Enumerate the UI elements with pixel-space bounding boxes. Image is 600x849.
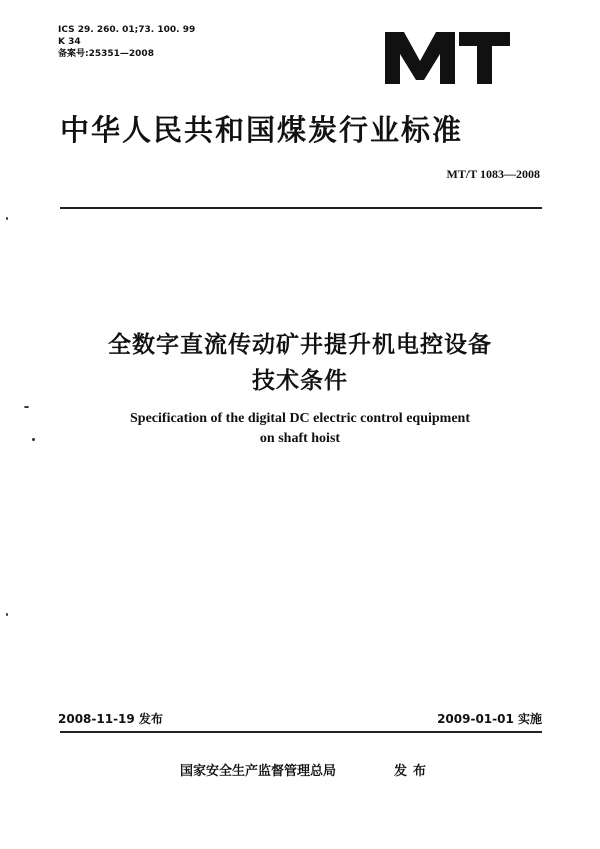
ccs-code: K 34: [58, 37, 81, 47]
ics-code: ICS 29. 260. 01;73. 100. 99: [58, 25, 196, 35]
document-title-cn-line1: 全数字直流传动矿井提升机电控设备: [108, 332, 492, 358]
implement-date: 2009-01-01 实施: [437, 712, 542, 726]
issue-label: 发布: [394, 764, 433, 779]
standard-number: MT/T 1083—2008: [446, 167, 540, 181]
record-number: 备案号:25351—2008: [58, 49, 154, 59]
scan-speck: [6, 217, 8, 220]
document-title-en-line2: on shaft hoist: [259, 431, 341, 446]
scan-speck: [32, 438, 35, 441]
classification-block: [58, 24, 195, 60]
publish-date: 2008-11-19 发布: [58, 712, 163, 726]
footer-divider: [60, 731, 542, 733]
scan-speck: [6, 613, 8, 616]
document-title-en-line1: Specification of the digital DC electric control equipment: [130, 411, 470, 426]
mt-logo-t: [459, 32, 510, 84]
mt-logo-m: [385, 32, 455, 84]
scan-speck: [24, 406, 29, 408]
standard-category-title: 中华人民共和国煤炭行业标准: [60, 113, 464, 147]
mt-logo: [385, 32, 510, 84]
document-title-cn-line2: 技术条件: [252, 368, 348, 394]
header-divider: [60, 207, 542, 209]
issuing-authority: 国家安全生产监督管理总局: [180, 764, 337, 779]
